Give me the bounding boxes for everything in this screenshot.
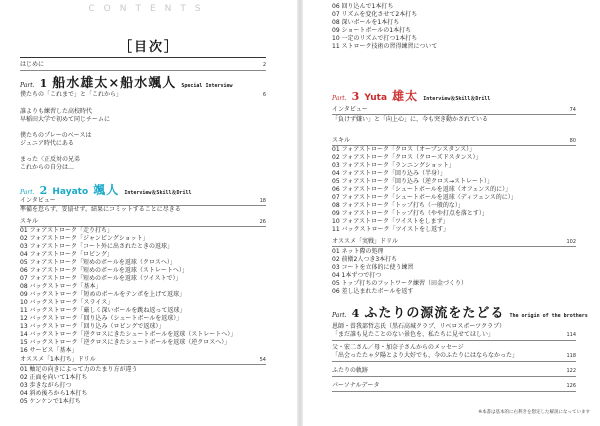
toc-entry-label: 「出会ったたゃ夕陽とより大好でも、今のふたりにはならなかった」 (332, 352, 519, 359)
divider (332, 361, 576, 362)
list-item[interactable]: 06 フォアストローク「短めのボールを返球（ストレートへ）」 (20, 267, 188, 274)
divider (332, 246, 576, 247)
page-number: 26 (259, 219, 266, 225)
toc-entry-label: スキル (20, 218, 38, 225)
list-item[interactable]: 11 バックストローク「厳しく深いボールを跳ね返って返球」 (20, 307, 186, 314)
list-item[interactable]: 04 フォアストローク「回り込み（半身）」 (332, 170, 447, 177)
toc-entry-label[interactable]: まった〈正反対の兄弟 (20, 156, 81, 163)
title-rule (20, 57, 266, 58)
toc-entry-label: ふたりの軌跡 (332, 367, 369, 374)
part-subtitle: Interview＆Skill＆Drill (423, 96, 491, 102)
list-item[interactable]: 06 回り込んで1本打ち (332, 3, 394, 10)
toc-entry-label: 「まだ誰も見たことのない景色を、私たちに見せてほしい」 (332, 331, 495, 338)
toc-entry-skill[interactable] (20, 218, 266, 226)
part-title: 船水雄太×船水颯人 (52, 76, 177, 91)
toc-entry-label[interactable]: 早稲田大学で初めて同じチームに (20, 116, 111, 123)
part-kanji-name: 雄太 (392, 89, 419, 103)
toc-entry-label: オススメ「1本打ち」ドリル (20, 356, 96, 363)
list-item[interactable]: 03 フォアストローク「コート外に出されたときの返球」 (20, 243, 174, 250)
list-item[interactable]: 07 フォアストローク「短めのボールを返球（ツイストで）」 (20, 275, 182, 282)
list-item[interactable]: 13 バックストローク「回り込み（ロビングで返球）」 (20, 323, 165, 330)
toc-entry-label[interactable]: 誰よりも練習した高校時代 (20, 108, 93, 115)
page-number: 74 (569, 107, 576, 113)
list-item[interactable]: 04 1本ずつで打つ (332, 272, 382, 279)
list-item[interactable]: 09 フォアストローク「トップ打ち（やや打点を落とす）」 (332, 210, 488, 217)
list-item[interactable]: 02 フォアストローク「クロス（クローズドスタンス）」 (332, 154, 482, 161)
part-number: 3 (351, 90, 360, 103)
toc-entry[interactable] (332, 331, 576, 339)
part-subtitle: Special Interview (181, 83, 233, 89)
divider (332, 340, 576, 341)
part-title: ふたりの源流をたどる (364, 306, 505, 321)
contents-heading: CONTENTS (88, 4, 210, 14)
toc-entry[interactable] (332, 382, 576, 390)
page-number: 54 (259, 357, 266, 363)
part-label: Part. (332, 95, 347, 102)
list-item[interactable]: 10 一定のリズムで打つ1本打ち (332, 35, 418, 42)
left-page (0, 0, 298, 426)
page-number: 2 (262, 62, 266, 68)
toc-entry-label: パーソナルデータ (332, 382, 380, 389)
list-item[interactable]: 04 フォアストローク「ロビング」 (20, 251, 113, 258)
list-item[interactable]: 02 フォアストローク「ジャンピングショット」 (20, 235, 149, 242)
list-item[interactable]: 01 軸足の向きによって力のたまり方が違う (20, 366, 138, 373)
list-item[interactable]: 02 正面を向いて1本打ち (20, 374, 88, 381)
list-item[interactable]: 09 ショートボールの1本打ち (332, 27, 412, 34)
toc-entry-label[interactable]: これからの自分は… (20, 164, 75, 171)
divider (332, 391, 576, 392)
list-item[interactable]: 15 バックストローク「逆クロスにきたシュートボールを返球（逆クロスへ）」 (20, 339, 231, 346)
footnote: ※本書は基本的に右利きを想定した解説になっています (478, 410, 590, 415)
list-item[interactable]: 06 差し込まれたボールを返す (332, 288, 414, 295)
part-label: Part. (332, 312, 347, 319)
part-label: Part. (20, 189, 35, 196)
part3-heading (332, 85, 490, 104)
part-number: 4 (351, 307, 360, 320)
toc-entry-label[interactable]: 僕たちのプレーのベースは (20, 132, 92, 139)
part-subtitle: Interview＆Skill＆Drill (124, 190, 192, 196)
page-number: 6 (262, 92, 266, 98)
page-number: 102 (566, 239, 576, 245)
list-item[interactable]: 12 バックストローク「回り込み（シュートボールを返球）」 (20, 315, 183, 322)
part-number: 1 (39, 77, 48, 90)
toc-entry-interview[interactable] (332, 106, 576, 114)
list-item[interactable]: 10 バックストローク「スライス」 (20, 299, 114, 306)
list-item[interactable]: 08 フォアストローク「トップ打ち（一般的な）」 (332, 202, 464, 209)
list-item[interactable]: 01 フォアストローク「クロス（オープンスタンス）」 (332, 146, 476, 153)
list-item[interactable]: 07 リズムを変化させて2本打ち (332, 11, 418, 18)
list-item[interactable]: 11 バックストローク「ツイストをし返す」 (332, 226, 450, 233)
list-item[interactable]: 01 ネット際の処理 (332, 248, 384, 255)
toc-entry-label: オススメ「実戦」ドリル (332, 238, 398, 245)
toc-entry-label: はじめに (20, 61, 45, 68)
divider (332, 114, 576, 115)
part-name: Hayato (52, 187, 89, 197)
list-item[interactable]: 16 サービス「基本」 (20, 347, 78, 354)
list-item[interactable]: 08 バックストローク「基本」 (20, 283, 102, 290)
toc-entry-label[interactable]: ジュニア時代にある (20, 140, 74, 147)
toc-entry[interactable] (332, 367, 576, 375)
toc-entry-label[interactable]: 恩師・曽我部哲志氏（黒石高城クラブ、リベロスポーツクラブ） (332, 323, 506, 330)
toc-entry-drill[interactable] (332, 238, 576, 246)
mokuji-title: ［目次］ (118, 40, 179, 55)
toc-entry-drill[interactable] (20, 356, 266, 364)
part1-heading (20, 72, 233, 91)
page-number: 80 (569, 138, 576, 144)
right-page (302, 0, 600, 426)
list-item[interactable]: 05 ケンケンで1本打ち (20, 398, 81, 405)
list-item[interactable]: 02 前衛2人つき3本打ち (332, 256, 398, 263)
part-number: 2 (39, 184, 48, 197)
part-label: Part. (20, 82, 35, 89)
list-item[interactable]: 05 フォアストローク「短めのボールを返球（クロスへ）」 (20, 259, 176, 266)
divider (332, 376, 576, 377)
list-item[interactable]: 03 コートを立体的に使う練習 (332, 264, 414, 271)
part-kanji-name: 颯人 (93, 183, 120, 197)
part4-heading (332, 302, 588, 321)
toc-entry[interactable] (332, 352, 576, 360)
list-item[interactable]: 09 バックストローク「短めのボールをテンポを上げて返球」 (20, 291, 186, 298)
part-subtitle: The origin of the brothers (509, 313, 588, 319)
divider (20, 70, 266, 71)
list-item[interactable]: 11 ストローク技術の習得練習について (332, 43, 438, 50)
list-item[interactable]: 08 深いボールを1本打ち (332, 19, 400, 26)
toc-entry-label[interactable]: 父・宏二さん／母・加奈子さんからのメッセージ (332, 344, 464, 351)
interview-desc: 「負けず嫌い」と「向上心」に、今も突き動かされている (332, 116, 489, 123)
list-item[interactable]: 03 歩きながら打つ (20, 382, 72, 389)
page-number: 126 (566, 383, 576, 389)
list-item[interactable]: 06 フォアストローク「シュートボールを返球（オフェンス的に）」 (332, 186, 512, 193)
toc-entry-label: インタビュー (20, 197, 56, 204)
page-number: 114 (566, 332, 576, 338)
list-item[interactable]: 10 フォアストローク「ツイストをしまず」 (332, 218, 449, 225)
interview-desc: 準備を怠らず、妥協せず。結果にコミットすることに尽きる (20, 206, 181, 213)
list-item[interactable]: 01 フォアストローク「走り打ち」 (20, 227, 114, 234)
part2-heading (20, 179, 192, 198)
toc-entry-skill[interactable] (332, 137, 576, 145)
page-number: 18 (259, 198, 266, 204)
list-item[interactable]: 04 斜め後ろから1本打ち (20, 390, 88, 397)
divider (20, 364, 266, 365)
toc-entry-intro[interactable] (20, 61, 266, 69)
toc-entry-label: 僕たちの「これまで」と「これから」 (20, 91, 123, 98)
list-item[interactable]: 07 フォアストローク「シュートボールを返球（ディフェンス的に）」 (332, 194, 517, 201)
list-item[interactable]: 03 フォアストローク「ランニングショット」 (332, 162, 455, 169)
toc-entry-label: インタビュー (332, 106, 368, 113)
part-name: Yuta (364, 93, 388, 103)
list-item[interactable]: 05 フォアストローク「回り込み（逆クロス→ストレート）」 (332, 178, 494, 185)
page-number: 122 (566, 368, 576, 374)
page-number: 118 (566, 353, 576, 359)
list-item[interactable]: 05 トップ打ちのフットワーク練習（田金づくり） (332, 280, 467, 287)
toc-entry[interactable] (20, 91, 266, 99)
toc-entry-label: スキル (332, 137, 350, 144)
toc-entry-interview[interactable] (20, 197, 266, 205)
list-item[interactable]: 14 バックストローク「逆クロスにきたシュートボールを返球（ストレートへ）」 (20, 331, 237, 338)
